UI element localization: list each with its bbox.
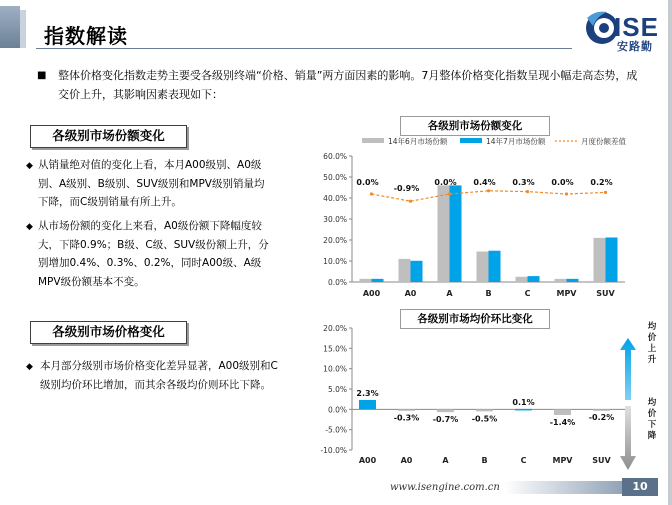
bar-june — [594, 238, 606, 282]
bar-july — [450, 185, 462, 282]
arrow-up-icon — [620, 338, 636, 400]
price-label: -1.4% — [549, 418, 576, 428]
y-tick-label: 5.0% — [327, 385, 347, 394]
label-price-down: 均价下降 — [647, 398, 657, 441]
price-label: -0.7% — [432, 415, 459, 425]
diff-point — [565, 192, 568, 195]
legend-label: 月度份额差值 — [581, 137, 626, 146]
category-label: MPV — [552, 456, 573, 465]
category-label: A00 — [358, 456, 377, 465]
market-share-chart — [300, 134, 640, 306]
y-tick-label: 30.0% — [323, 215, 347, 224]
bar-july — [372, 279, 384, 282]
label-price-up: 均价上升 — [647, 322, 657, 365]
chart1-title: 各级别市场份额变化 — [400, 116, 550, 136]
legend-label: 14年6月市场份额 — [388, 137, 448, 146]
price-bar — [476, 409, 493, 411]
chart2-title: 各级别市场均价环比变化 — [400, 309, 550, 329]
bar-july — [606, 237, 618, 282]
category-label: A00 — [362, 289, 381, 298]
price-bullet-1: 本月部分级别市场价格变化差异显著，A00级别和C级别均价环比增加，而其余各级均价则环比下降。 — [40, 360, 278, 391]
y-tick-label: 10.0% — [323, 364, 347, 374]
diff-point — [604, 191, 607, 194]
bar-june — [360, 279, 372, 282]
bar-june — [438, 185, 450, 282]
diff-label: 0.0% — [356, 178, 379, 187]
diff-label: -0.9% — [393, 184, 420, 193]
category-label: C — [520, 456, 527, 465]
price-bar — [515, 409, 532, 411]
logo-icon — [583, 8, 617, 48]
price-label: 0.1% — [512, 397, 535, 407]
y-tick-label: -5.0% — [325, 425, 347, 435]
diff-point — [370, 192, 373, 195]
diff-label: 0.2% — [590, 178, 613, 187]
y-tick-label: 10.0% — [323, 257, 347, 266]
price-label: -0.2% — [588, 413, 615, 423]
bullet-diamond: ◆ — [26, 222, 33, 232]
y-tick-label: 20.0% — [323, 324, 347, 333]
diff-label: 0.4% — [473, 178, 496, 187]
y-tick-label: -10.0% — [320, 446, 347, 455]
footer-bar — [504, 481, 624, 494]
y-tick-label: 0.0% — [327, 278, 347, 287]
bar-july — [411, 261, 423, 282]
price-bar — [554, 409, 571, 415]
category-label: SUV — [592, 456, 611, 465]
bullet-diamond: ◆ — [26, 161, 33, 171]
y-tick-label: 0.0% — [327, 405, 347, 415]
bar-july — [567, 279, 579, 282]
section-heading-price: 各级别市场价格变化 — [30, 321, 187, 344]
diff-label: 0.0% — [434, 178, 457, 187]
diff-label: 0.0% — [551, 178, 574, 187]
title-band — [0, 6, 20, 48]
price-bar — [359, 400, 376, 409]
legend-label: 14年7月市场份额 — [486, 137, 546, 146]
price-change-chart — [300, 322, 640, 472]
diff-label: 0.3% — [512, 178, 535, 187]
price-label: -0.5% — [471, 414, 498, 424]
y-tick-label: 60.0% — [323, 152, 347, 161]
section-heading-share: 各级别市场份额变化 — [30, 125, 187, 148]
title-band-accent — [20, 10, 26, 48]
arrow-down-icon — [620, 406, 636, 470]
share-bullet-2: 从市场份额的变化上来看，A0级份额下降幅度较大，下降0.9%；B级、C级、SUV级份额上升，分别增加0.4%、0.3%、0.2%，同时A00级、A级MPV级份额基本不变。 — [38, 220, 269, 288]
bar-june — [399, 259, 411, 282]
bar-june — [477, 252, 489, 282]
legend-swatch — [362, 138, 384, 143]
price-label: -0.3% — [393, 413, 420, 423]
logo-text: ISE — [614, 12, 659, 42]
category-label: MPV — [556, 289, 577, 298]
y-tick-label: 40.0% — [323, 194, 347, 203]
category-label: B — [485, 289, 492, 298]
logo-subtext: 安路勤 — [617, 40, 653, 53]
category-label: B — [481, 456, 488, 465]
price-bar — [398, 409, 415, 411]
price-bar — [593, 409, 610, 411]
page-number: 10 — [632, 480, 648, 493]
diff-point — [526, 190, 529, 193]
intro-bullet: ■ — [37, 70, 47, 81]
y-tick-label: 50.0% — [323, 173, 347, 182]
category-label: A — [442, 456, 449, 465]
right-border — [668, 0, 672, 505]
diff-point — [409, 200, 412, 203]
diff-point — [487, 189, 490, 192]
price-bar — [437, 409, 454, 412]
bar-july — [528, 276, 540, 282]
category-label: C — [524, 289, 531, 298]
category-label: A0 — [404, 289, 417, 298]
page-title: 指数解读 — [44, 24, 128, 48]
intro-text: 整体价格变化指数走势主要受各级别终端“价格、销量”两方面因素的影响。7月整体价格变化指数呈现小幅走高态势，成交价上升，其影响因素表现如下： — [58, 69, 638, 101]
legend-swatch — [460, 138, 482, 143]
diff-point — [448, 192, 451, 195]
category-label: A — [446, 289, 453, 298]
category-label: SUV — [596, 289, 615, 298]
bar-july — [489, 251, 501, 282]
footer-url[interactable]: www.isengine.com.cn — [390, 482, 500, 493]
price-direction-arrows — [620, 338, 636, 470]
price-label: 2.3% — [356, 388, 379, 398]
y-tick-label: 15.0% — [323, 344, 347, 354]
title-divider — [36, 48, 572, 49]
category-label: A0 — [400, 456, 413, 465]
bar-june — [516, 277, 528, 282]
y-tick-label: 20.0% — [323, 236, 347, 245]
bar-june — [555, 279, 567, 282]
bullet-diamond: ◆ — [26, 362, 33, 372]
share-bullet-1: 从销量绝对值的变化上看，本月A00级别、A0级别、A级别、B级别、SUV级别和MPV级别销量均下降，而C级别销量有所上升。 — [38, 159, 265, 208]
